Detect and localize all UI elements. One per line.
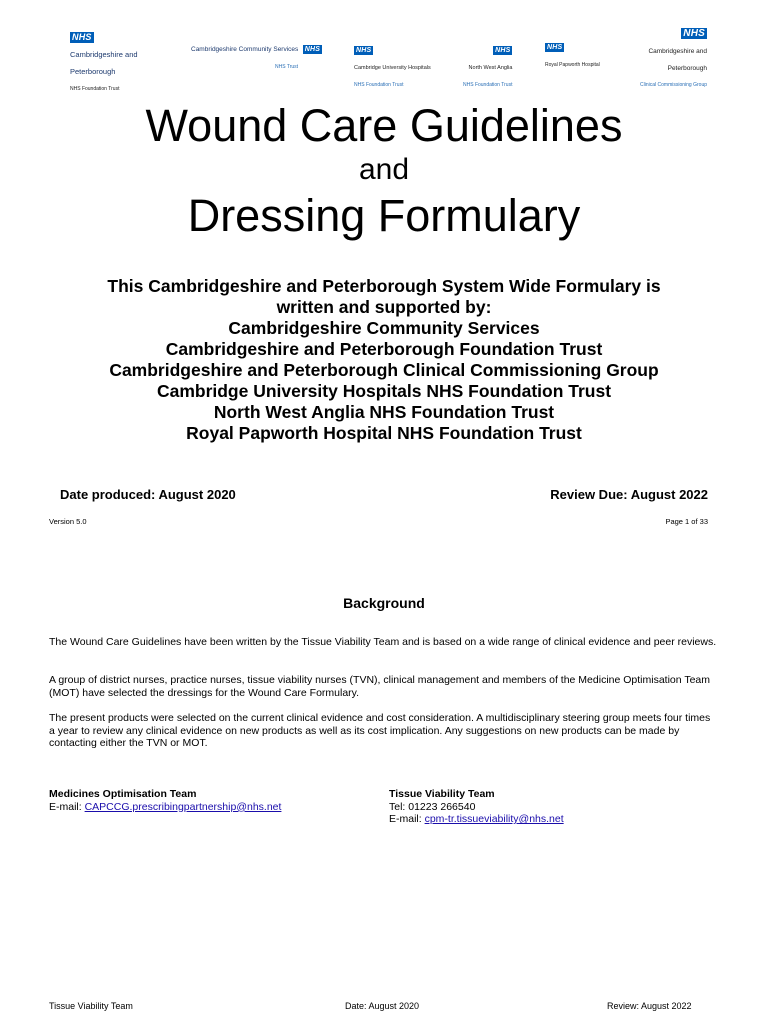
nhs-logo-icon: NHS — [356, 47, 372, 54]
review-due: Review Due: August 2022 — [550, 487, 708, 502]
nhs-logo-icon: NHS — [304, 46, 321, 53]
contact-title: Tissue Viability Team — [389, 788, 495, 800]
version-label: Version 5.0 — [49, 517, 87, 526]
nhs-logo-icon: NHS — [495, 47, 511, 54]
logo-cambridgeshire-peterborough-ccg — [636, 24, 707, 91]
logo-sub: Clinical Commissioning Group — [640, 82, 707, 89]
logo-cambridge-university-hospitals — [354, 40, 431, 90]
logo-north-west-anglia — [463, 40, 512, 90]
logo-royal-papworth — [545, 37, 600, 71]
nhs-logo-icon: NHS — [683, 28, 705, 39]
background-paragraph: The Wound Care Guidelines have been written by the Tissue Viability Team and is based on a wide range of clinical evidence and peer reviews. — [49, 636, 717, 648]
document-subtitle: Dressing Formulary — [187, 190, 581, 241]
supporter-name: Cambridge University Hospitals NHS Foundation Trust — [156, 381, 612, 401]
contact-medicines-optimisation — [49, 788, 281, 813]
nhs-logo-icon: NHS — [72, 32, 92, 42]
logo-cambridgeshire-community-services — [191, 39, 322, 73]
footer-team: Tissue Viability Team — [49, 1001, 133, 1011]
nhs-logo-icon: NHS — [547, 44, 563, 51]
logo-name-line: Cambridgeshire and — [70, 49, 138, 59]
logo-cambridgeshire-peterborough-ft — [70, 28, 138, 95]
logo-name: North West Anglia — [468, 64, 513, 71]
background-heading: Background — [343, 595, 425, 611]
logo-name: Royal Papworth Hospital — [545, 61, 600, 68]
logo-sub: NHS Foundation Trust — [70, 86, 120, 93]
supporter-name: Royal Papworth Hospital NHS Foundation Trust — [186, 423, 582, 443]
footer-review: Review: August 2022 — [607, 1001, 692, 1011]
intro-line: written and supported by: — [276, 297, 492, 317]
logo-name: Cambridgeshire Community Services — [191, 46, 299, 53]
logo-name: Cambridge University Hospitals — [354, 64, 431, 71]
email-label: E-mail: — [389, 813, 425, 826]
email-link[interactable]: cpm-tr.tissueviability@nhs.net — [424, 813, 564, 826]
footer-date: Date: August 2020 — [345, 1001, 420, 1011]
page-number: Page 1 of 33 — [665, 517, 708, 526]
document-title: Wound Care Guidelines — [145, 100, 623, 151]
contact-title: Medicines Optimisation Team — [49, 788, 197, 800]
background-paragraph: The present products were selected on the current clinical evidence and cost consideration. A multidisciplinary steering group meets four times a year to review any clinical evidence on new products as well as its cost implication. Any suggestions on new products can be made by contacting either the TVN or MOT. — [49, 712, 711, 750]
supporter-name: Cambridgeshire Community Services — [228, 318, 540, 338]
contact-phone: Tel: 01223 266540 — [389, 800, 476, 813]
intro-line: This Cambridgeshire and Peterborough System Wide Formulary is — [107, 276, 661, 296]
contact-email-row — [49, 801, 281, 814]
email-label: E-mail: — [49, 800, 85, 813]
contact-email-row — [389, 813, 564, 826]
supporter-name: Cambridgeshire and Peterborough Foundation Trust — [165, 339, 603, 359]
logo-name-line: Cambridgeshire and — [648, 47, 707, 55]
title-conjunction: and — [358, 153, 410, 186]
background-paragraph: A group of district nurses, practice nurses, tissue viability nurses (TVN), clinical management and members of the Medicine Optimisation Team (MOT) have selected the dressings for the Wound Care Formulary. — [49, 674, 711, 699]
supporter-name: Cambridgeshire and Peterborough Clinical Commissioning Group — [109, 360, 659, 380]
logo-name-line: Peterborough — [667, 64, 707, 72]
logo-name-line: Peterborough — [70, 66, 116, 76]
email-link[interactable]: CAPCCG.prescribingpartnership@nhs.net — [84, 800, 282, 813]
logo-sub: NHS Foundation Trust — [354, 81, 404, 88]
date-produced: Date produced: August 2020 — [60, 487, 236, 502]
supporter-name: North West Anglia NHS Foundation Trust — [213, 402, 555, 422]
logo-sub: NHS Trust — [275, 63, 299, 70]
contact-tissue-viability — [389, 788, 564, 826]
logo-sub: NHS Foundation Trust — [463, 81, 513, 88]
supporters-list — [0, 276, 768, 444]
